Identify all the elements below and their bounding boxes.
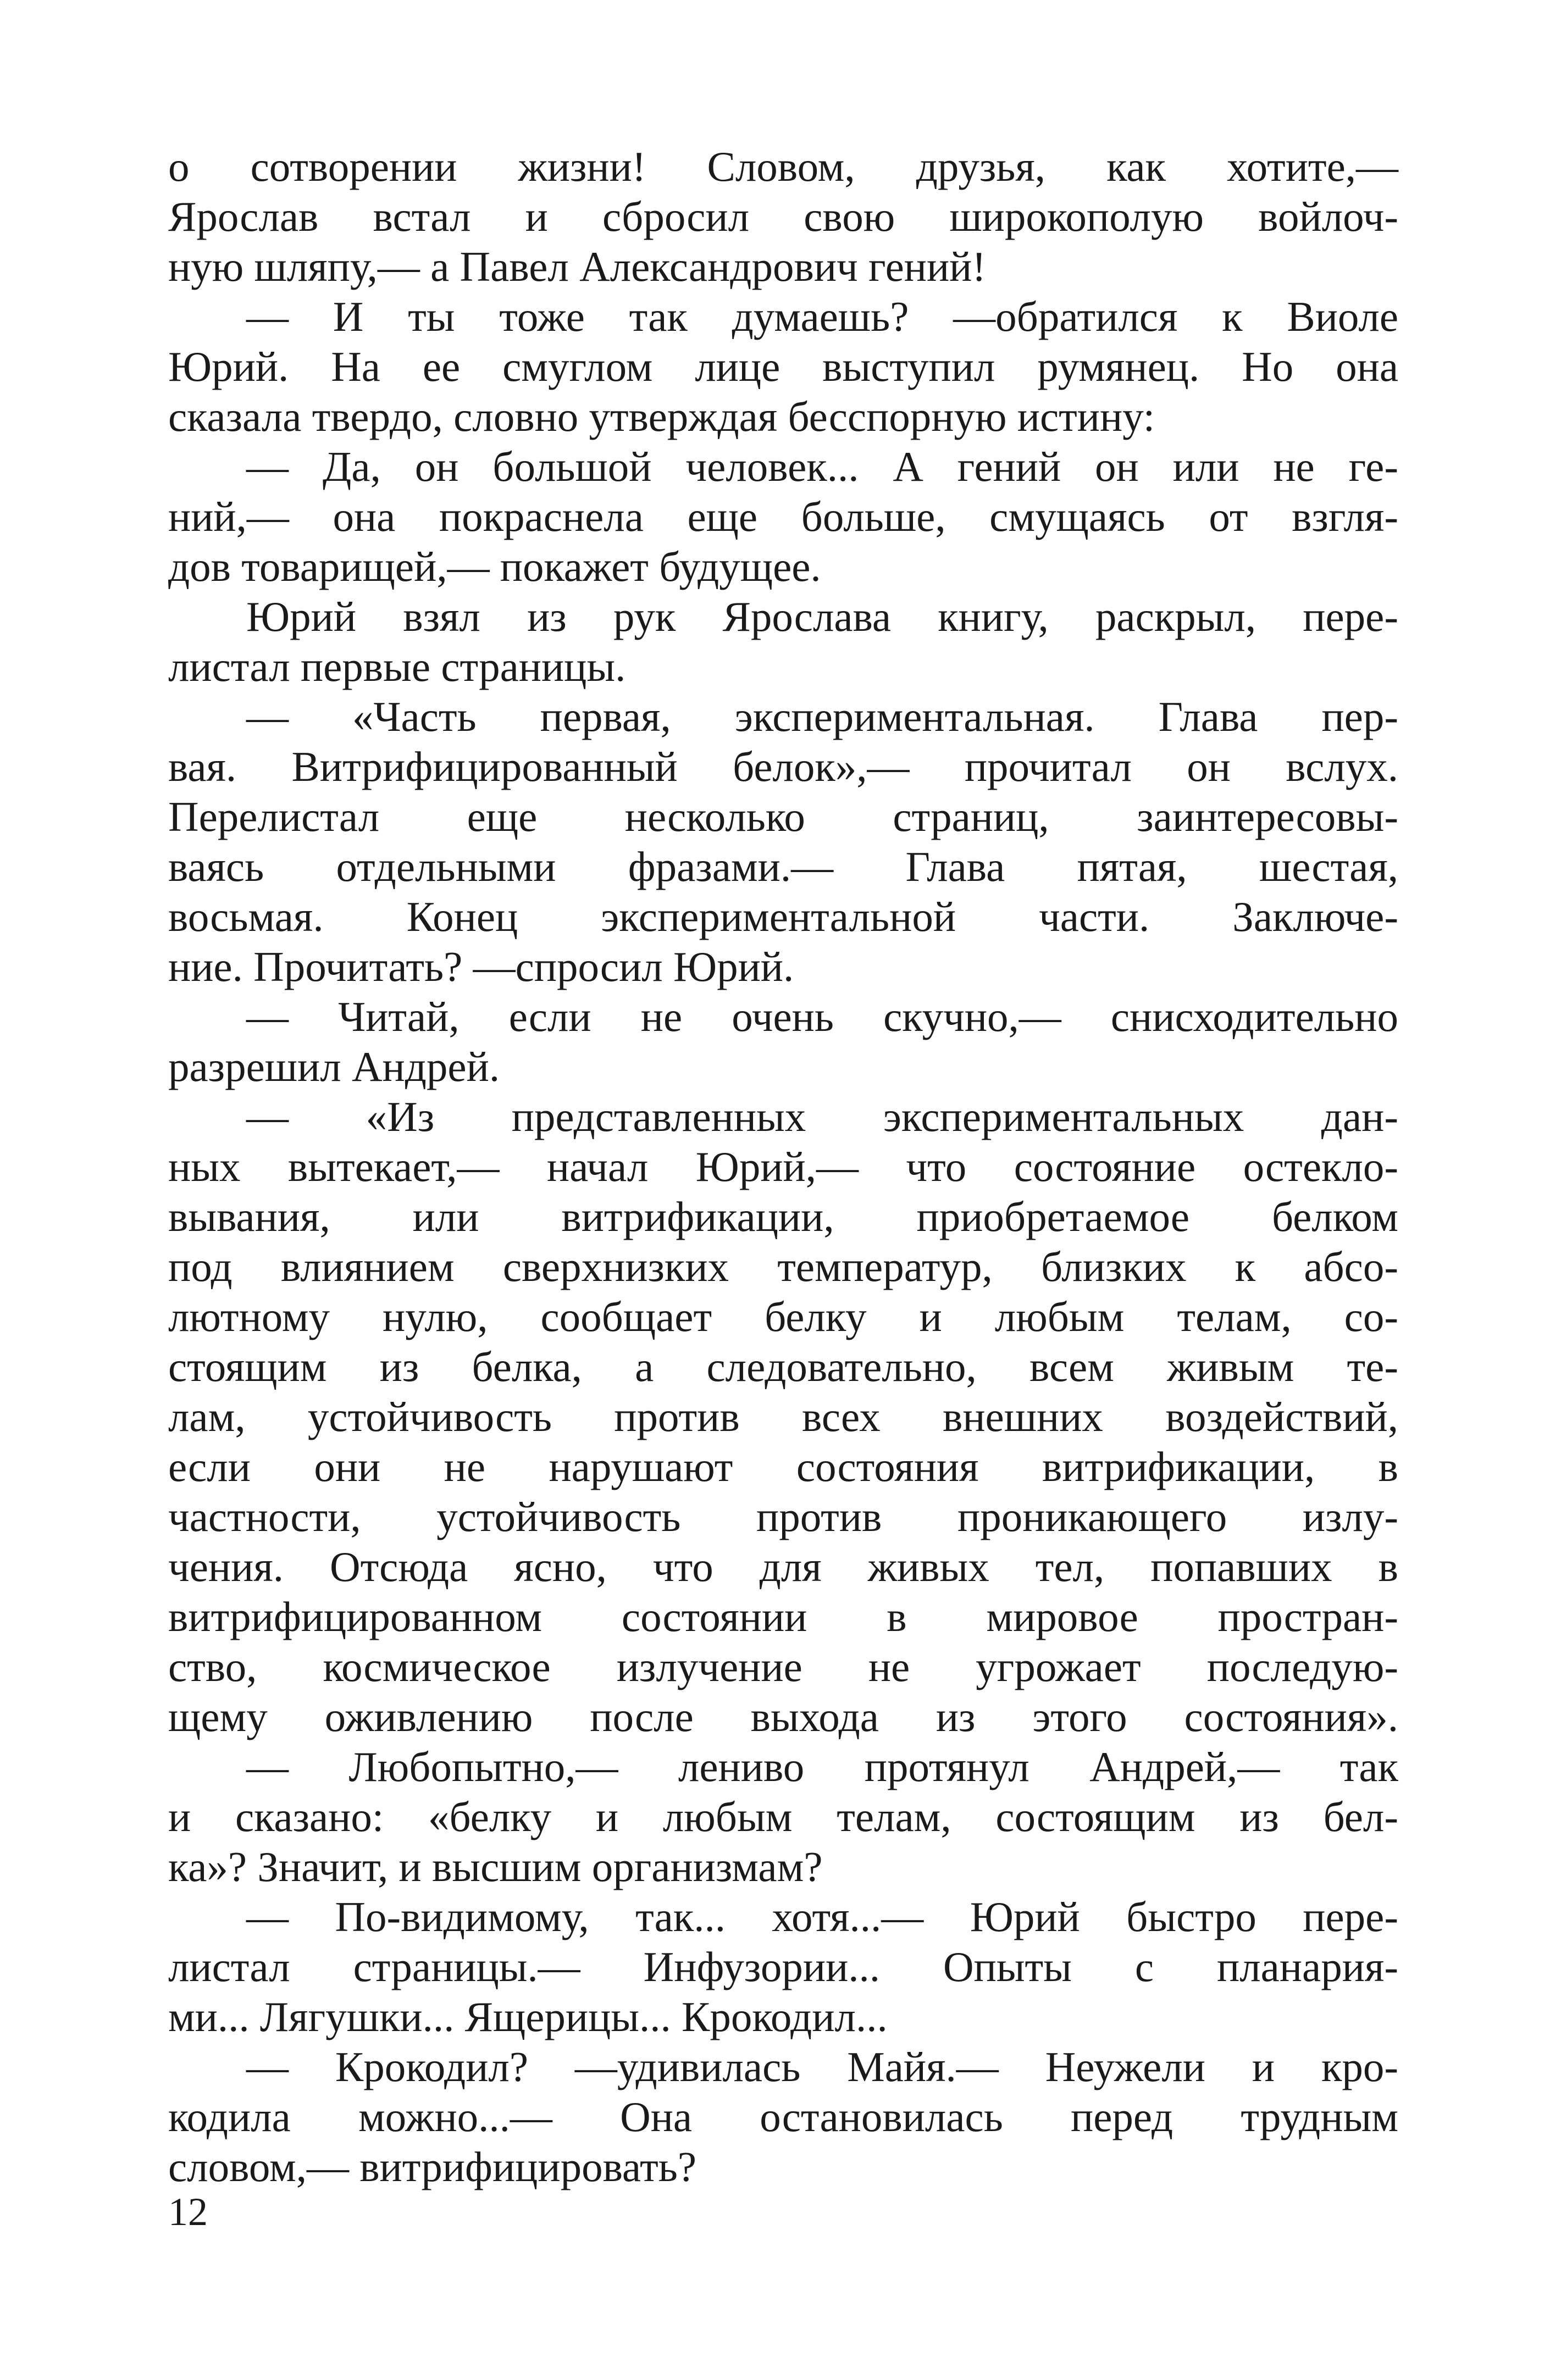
text-line: сказала твердо, словно утверждая бесспорную истину:: [168, 393, 1155, 440]
text-line: листал страницы.— Инфузории... Опыты с планария-: [168, 1943, 1398, 1990]
body-text: [168, 142, 1398, 2192]
text-line: вывания, или витрификации, приобретаемое белком: [168, 1193, 1398, 1240]
text-line: ние. Прочитать? —спросил Юрий.: [168, 943, 794, 990]
text-line: о сотворении жизни! Словом, друзья, как хотите,—: [168, 143, 1398, 190]
text-line: — Читай, если не очень скучно,— снисходительно: [246, 993, 1398, 1040]
text-line: — «Часть первая, экспериментальная. Глава пер-: [246, 693, 1398, 740]
text-line: ваясь отдельными фразами.— Глава пятая, шестая,: [168, 843, 1398, 890]
text-line: щему оживлению после выхода из этого состояния».: [168, 1693, 1398, 1740]
text-line: ний,— она покраснела еще больше, смущаясь от взгля-: [168, 493, 1398, 540]
text-line: вая. Витрифицированный белок»,— прочитал он вслух.: [168, 743, 1398, 790]
text-line: листал первые страницы.: [168, 643, 626, 690]
text-line: ных вытекает,— начал Юрий,— что состояние остекло-: [168, 1143, 1398, 1190]
text-line: — Крокодил? —удивилась Майя.— Неужели и кро-: [246, 2043, 1398, 2090]
text-line: Юрий взял из рук Ярослава книгу, раскрыл, пере-: [246, 593, 1398, 640]
text-line: разрешил Андрей.: [168, 1043, 500, 1090]
text-line: — «Из представленных экспериментальных дан-: [246, 1093, 1398, 1140]
text-line: чения. Отсюда ясно, что для живых тел, попавших в: [168, 1543, 1398, 1590]
text-line: ную шляпу,— а Павел Александрович гений!: [168, 243, 987, 290]
text-line: витрифицированном состоянии в мировое простран-: [168, 1593, 1398, 1640]
text-line: ми... Лягушки... Ящерицы... Крокодил...: [168, 1993, 888, 2040]
text-line: лам, устойчивость против всех внешних воздействий,: [168, 1393, 1398, 1440]
text-line: словом,— витрифицировать?: [168, 2143, 697, 2190]
text-line: восьмая. Конец экспериментальной части. Заключе-: [168, 893, 1398, 940]
text-line: стоящим из белка, а следовательно, всем живым те-: [168, 1343, 1398, 1390]
text-line: — Да, он большой человек... А гений он или не ге-: [246, 443, 1398, 490]
text-line: Ярослав встал и сбросил свою широкополую войлоч-: [168, 193, 1398, 240]
text-line: Юрий. На ее смуглом лице выступил румянец. Но она: [168, 343, 1398, 390]
page-number: 12: [168, 2190, 208, 2234]
text-line: и сказано: «белку и любым телам, состоящим из бел-: [168, 1793, 1398, 1840]
text-line: если они не нарушают состояния витрификации, в: [168, 1443, 1398, 1490]
text-line: лютному нулю, сообщает белку и любым телам, со-: [168, 1293, 1398, 1340]
text-line: частности, устойчивость против проникающего излу-: [168, 1493, 1398, 1540]
text-line: — Любопытно,— лениво протянул Андрей,— так: [246, 1743, 1398, 1790]
text-line: кодила можно...— Она остановилась перед трудным: [168, 2093, 1398, 2140]
text-line: ство, космическое излучение не угрожает последую-: [168, 1643, 1398, 1690]
text-line: под влиянием сверхнизких температур, близких к абсо-: [168, 1243, 1398, 1290]
text-line: ка»? Значит, и высшим организмам?: [168, 1843, 823, 1890]
text-line: — По-видимому, так... хотя...— Юрий быстро пере-: [246, 1893, 1398, 1940]
text-line: дов товарищей,— покажет будущее.: [168, 543, 821, 590]
text-line: Перелистал еще несколько страниц, заинтересовы-: [168, 793, 1398, 840]
text-line: — И ты тоже так думаешь? —обратился к Виоле: [246, 293, 1398, 340]
